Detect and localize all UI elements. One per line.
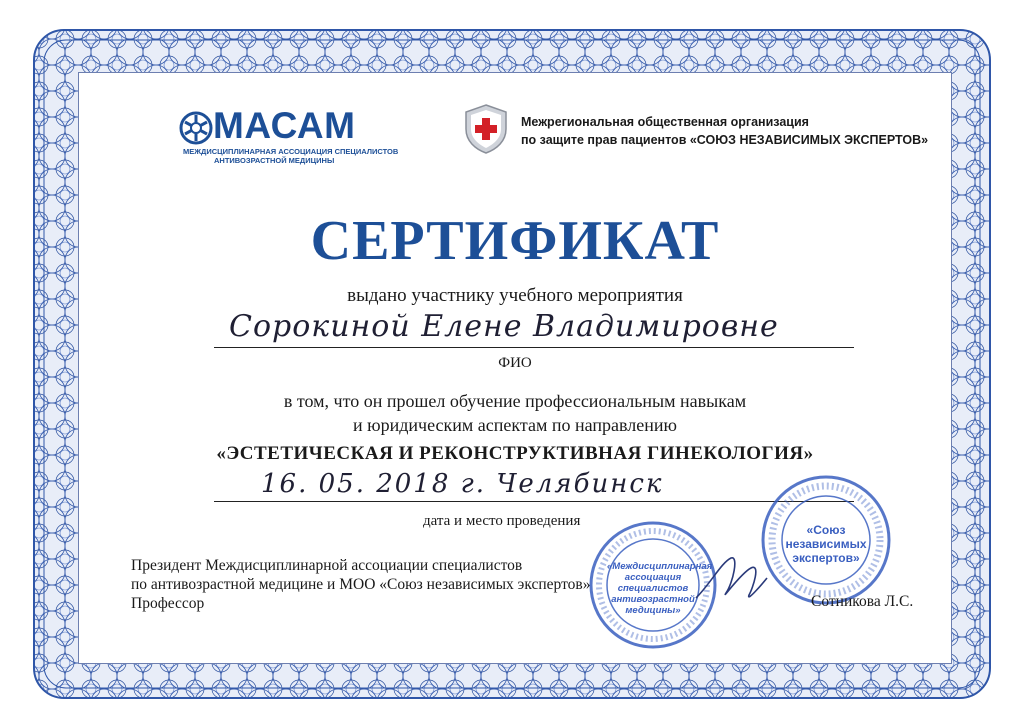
signer-name: Сотникова Л.С. [811, 593, 914, 610]
masam-subtitle: АНТИВОЗРАСТНОЙ МЕДИЦИНЫ [214, 156, 335, 165]
masam-stamp-text: «Междисциплинарная ассоциация специалистов антивозрастной медицины» [607, 561, 713, 616]
body-text: в том, что он прошел обучение профессиональным навыкам [283, 391, 747, 411]
masam-logo-text: МАСАМ [213, 105, 356, 146]
certificate-body [78, 72, 952, 664]
body-text: и юридическим аспектам по направлению [353, 415, 677, 435]
partner-org-name: Межрегиональная общественная организация [521, 115, 809, 129]
masam-emblem-icon [179, 111, 213, 145]
fio-label: ФИО [498, 355, 532, 371]
signatory-title: по антивозрастной медицине и МОО «Союз независимых экспертов» [131, 576, 591, 593]
issued-to-text: выдано участнику учебного мероприятия [347, 285, 683, 306]
course-name: «ЭСТЕТИЧЕСКАЯ И РЕКОНСТРУКТИВНАЯ ГИНЕКОЛОГИЯ» [216, 443, 814, 464]
masam-subtitle: МЕЖДИСЦИПЛИНАРНАЯ АССОЦИАЦИЯ СПЕЦИАЛИСТОВ [183, 147, 399, 156]
signatory-title: Президент Междисциплинарной ассоциации специалистов [131, 557, 523, 574]
date-place-handwritten: 16. 05. 2018 г. Челябинск [261, 469, 664, 499]
signatory-title: Профессор [131, 595, 205, 612]
recipient-name-handwritten: Сорокиной Елене Владимировне [229, 309, 779, 344]
red-cross-shield-icon [463, 103, 509, 155]
date-place-label: дата и место проведения [423, 513, 581, 529]
name-underline [214, 347, 854, 348]
date-underline [214, 501, 854, 502]
partner-org-name: по защите прав пациентов «СОЮЗ НЕЗАВИСИМЫХ ЭКСПЕРТОВ» [521, 133, 929, 147]
certificate-title: СЕРТИФИКАТ [310, 210, 720, 272]
union-experts-stamp-text: «Союз независимых экспертов» [785, 523, 867, 565]
